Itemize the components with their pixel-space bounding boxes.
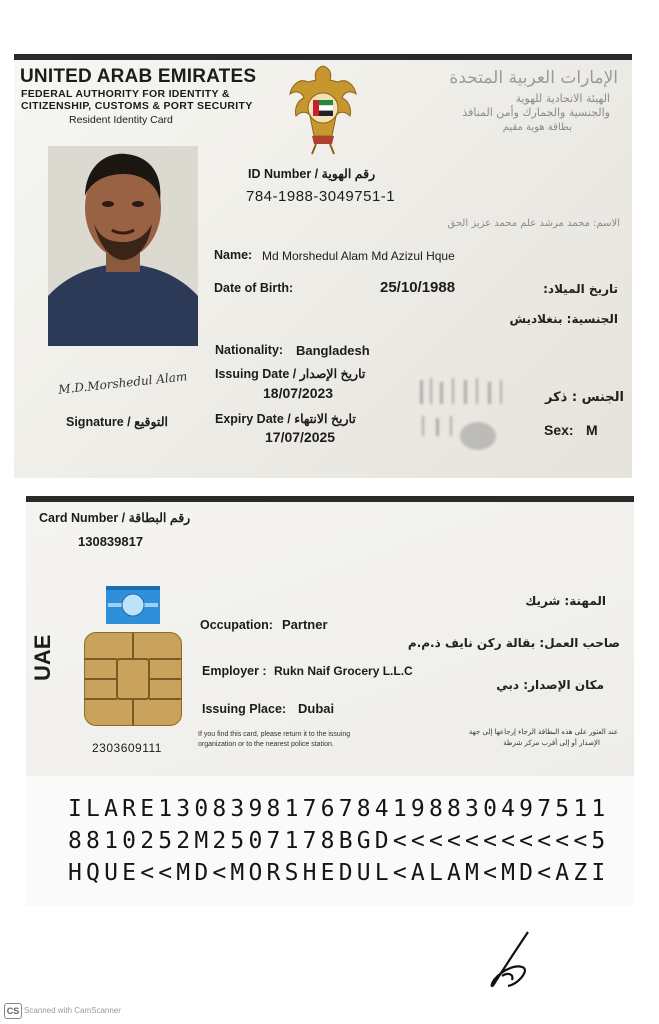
uae-vertical-label: UAE <box>30 634 55 681</box>
issuing-date-label: Issuing Date / تاريخ الإصدار <box>215 367 366 381</box>
holder-name: Md Morshedul Alam Md Azizul Hque <box>262 249 455 263</box>
issuing-date: 18/07/2023 <box>263 385 334 401</box>
country-title: UNITED ARAB EMIRATES <box>20 66 257 87</box>
smart-chip-icon <box>84 632 182 726</box>
mrz-line-3: HQUE<<MD<MORSHEDUL<ALAM<MD<AZI <box>68 860 610 886</box>
holder-signature: M.D.Morshedul Alam <box>57 369 188 397</box>
sex: M <box>586 422 598 438</box>
contactless-icon <box>106 586 160 624</box>
id-number: 784-1988-3049751-1 <box>246 188 396 205</box>
return-note-ar-2: الإصدار أو إلى أقرب مركز شرطة <box>503 739 600 747</box>
id-card-front <box>14 54 632 478</box>
arabic-header-2: الهيئة الاتحادية للهوية <box>515 92 610 105</box>
uae-emblem-icon <box>286 60 360 160</box>
employer-arabic: صاحب العمل: بقالة ركن نايف ذ.م.م <box>407 636 620 650</box>
issuing-place-label: Issuing Place: <box>202 702 287 716</box>
holder-photo <box>48 146 198 346</box>
chip-number: 2303609111 <box>92 741 162 755</box>
nationality: Bangladesh <box>296 343 370 358</box>
arabic-name: الاسم: محمد مرشد علم محمد عزيز الحق <box>447 218 620 229</box>
card-number: 130839817 <box>78 534 144 549</box>
gender-arabic: الجنس : ذكر <box>545 390 624 405</box>
authority-line-2: CITIZENSHIP, CUSTOMS & PORT SECURITY <box>21 100 253 112</box>
occupation-arabic: المهنة: شريك <box>525 594 606 608</box>
signature-label: Signature / التوقيع <box>66 415 168 429</box>
date-of-birth: 25/10/1988 <box>380 279 456 296</box>
id-card-back <box>26 496 634 906</box>
dob-label: Date of Birth: <box>214 281 294 295</box>
nationality-label: Nationality: <box>215 343 284 357</box>
nationality-arabic: الجنسية: بنغلاديش <box>509 312 618 326</box>
camscanner-text: Scanned with CamScanner <box>24 1006 121 1015</box>
dob-label-arabic: تاريخ الميلاد: <box>543 282 618 296</box>
authority-line-1: FEDERAL AUTHORITY FOR IDENTITY & <box>21 88 230 100</box>
mrz-zone <box>26 776 634 906</box>
return-note-1: If you find this card, please return it to the issuing <box>198 731 351 738</box>
id-number-label: ID Number / رقم الهوية <box>248 167 376 181</box>
occupation-label: Occupation: <box>200 618 273 632</box>
arabic-header-3: والجنسية والجمارك وأمن المنافذ <box>462 106 610 119</box>
sex-label: Sex: <box>544 422 574 438</box>
arabic-header-1: الإمارات العربية المتحدة <box>449 68 618 88</box>
expiry-date: 17/07/2025 <box>265 429 336 445</box>
occupation: Partner <box>282 617 328 632</box>
issuing-place: Dubai <box>298 701 335 716</box>
arabic-header-4: بطاقة هوية مقيم <box>502 122 572 133</box>
name-label: Name: <box>214 248 253 262</box>
issuing-place-arabic: مكان الإصدار: دبي <box>496 678 604 692</box>
employer-label: Employer : <box>202 664 267 678</box>
card-type: Resident Identity Card <box>69 114 173 126</box>
handwritten-signature <box>484 928 540 990</box>
mrz-line-2: 8810252M2507178BGD<<<<<<<<<<<5 <box>68 828 610 854</box>
expiry-date-label: Expiry Date / تاريخ الانتهاء <box>215 412 356 426</box>
ghost-image <box>416 376 526 456</box>
mrz-line-1: ILARE1308398176784198830497511 <box>68 796 610 822</box>
return-note-2: organization or to the nearest police station. <box>198 741 334 748</box>
card-number-label: Card Number / رقم البطاقة <box>39 511 191 525</box>
return-note-ar-1: عند العثور على هذه البطاقة الرجاء إرجاعها إلى جهة <box>468 728 618 736</box>
employer: Rukn Naif Grocery L.L.C <box>274 664 413 678</box>
camscanner-logo-icon: CS <box>4 1003 22 1019</box>
